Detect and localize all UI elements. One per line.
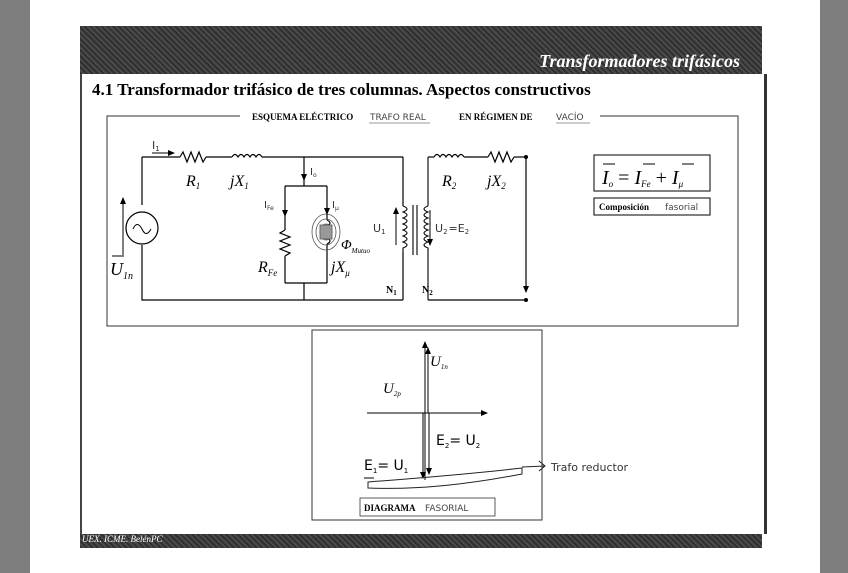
- phasor-caption-hand: FASORIAL: [425, 504, 469, 514]
- label-i0: $I_o$: [310, 167, 317, 179]
- label-x1: jX1: [230, 173, 249, 191]
- ideal-transformer: [403, 157, 428, 300]
- slide-title: 4.1 Transformador trifásico de tres columnas. Aspectos constructivos: [92, 80, 591, 99]
- flux-core: [312, 214, 340, 250]
- schematic-label: [252, 111, 590, 123]
- label-phi: $\Phi_{Mutuo}$: [341, 238, 370, 255]
- formula-text: Io = IFe + Iμ: [602, 167, 684, 189]
- phasor-caption: [360, 498, 495, 516]
- label-rfe: $R_{Fe}$: [258, 259, 278, 278]
- label-i1: I1: [152, 139, 160, 153]
- label-imu: $I_\mu$: [332, 200, 339, 212]
- label-u1: U1: [373, 222, 386, 236]
- phasor-frame: [312, 330, 542, 520]
- label-u1n: $U_{1n}$: [110, 259, 133, 282]
- label-ife: $I_{Fe}$: [264, 200, 274, 212]
- label-r1: R1: [186, 173, 201, 191]
- label-n2: $N_2$: [422, 285, 433, 297]
- schematic-label-hand-vacio: VACÍO: [556, 113, 584, 123]
- label-xmu: $jX_\mu$: [331, 259, 350, 278]
- formula-caption-hand: fasorial: [665, 203, 699, 213]
- phasor-label-e1: $E_1= U_1$: [364, 458, 409, 475]
- footer-text: UEX. ICME. BelénPC: [82, 534, 163, 544]
- schematic-arrows: [123, 153, 430, 255]
- phasor-caption-printed: DIAGRAMA: [364, 503, 416, 513]
- formula-caption-printed: Composición: [599, 202, 650, 212]
- phasor-label-u2p: $U_{2p}$: [383, 381, 401, 398]
- formula-box: [594, 155, 710, 215]
- header-title: Transformadores trifásicos: [539, 51, 740, 71]
- annotation-trafo-reductor: Trafo reductor: [551, 461, 629, 474]
- label-n1: $N_1$: [386, 285, 397, 297]
- phasor-label-e2: $E_2= U_2$: [436, 433, 481, 450]
- label-r2: R2: [442, 173, 457, 191]
- label-u2: U2=E2: [435, 222, 470, 236]
- schematic-label-regimen: EN RÉGIMEN DE: [459, 112, 533, 122]
- schematic-label-printed: ESQUEMA ELÉCTRICO: [252, 112, 354, 122]
- schematic-label-hand-trafo: TRAFO REAL: [370, 113, 426, 123]
- label-x2: jX2: [487, 173, 506, 191]
- source-symbol: [126, 212, 158, 244]
- phasor-label-u1n: $U_{1n}$: [430, 354, 448, 371]
